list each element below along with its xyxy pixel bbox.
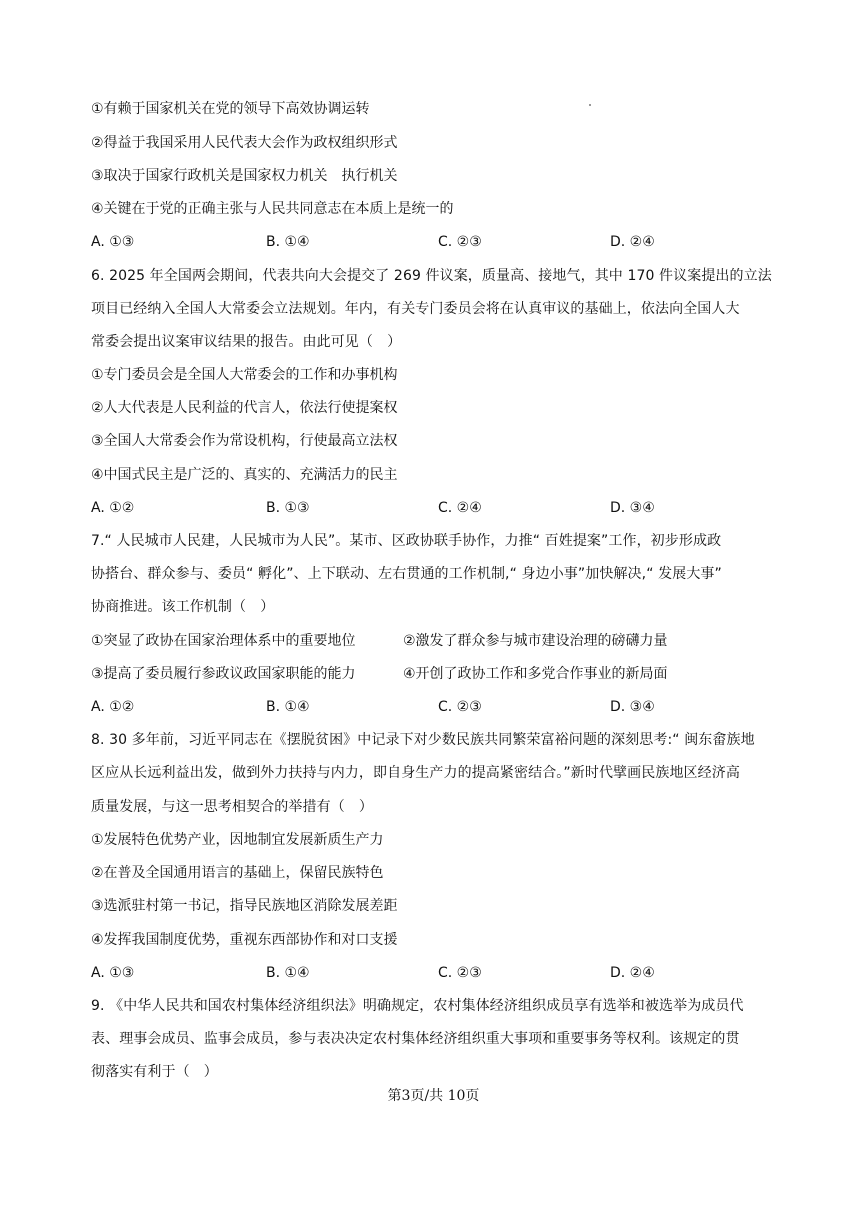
q7-statement-1: ①突显了政协在国家治理体系中的重要地位 (91, 633, 356, 649)
q5-statement-4: ④关键在于党的正确主张与人民共同意志在本质上是统一的 (91, 201, 454, 217)
q5-statement-1: ①有赖于国家机关在党的领导下高效协调运转 (91, 101, 370, 117)
q8-stem-line-3: 质量发展，与这一思考相契合的举措有（ ） (91, 799, 373, 815)
q8-statement-4: ④发挥我国制度优势，重视东西部协作和对口支援 (91, 932, 398, 948)
q6-option-a[interactable]: A. ①② (91, 500, 135, 516)
q7-stem-line-3: 协商推进。该工作机制（ ） (91, 599, 275, 615)
q6-stem-line-1: 6. 2025 年全国两会期间，代表共向大会提交了 269 件议案，质量高、接地气，其中 170 件议案提出的立法 (91, 268, 772, 284)
q7-option-a[interactable]: A. ①② (91, 699, 135, 715)
q6-statement-4: ④中国式民主是广泛的、真实的、充满活力的民主 (91, 467, 398, 483)
q7-option-b[interactable]: B. ①④ (266, 699, 310, 715)
q7-stem-line-2: 协搭台、群众参与、委员“ 孵化”、上下联动、左右贯通的工作机制,“ 身边小事”加快解决,“ 发展大事” (91, 566, 722, 582)
q7-statement-4: ④开创了政协工作和多党合作事业的新局面 (403, 666, 668, 682)
q7-options (91, 697, 771, 717)
q6-statement-1: ①专门委员会是全国人大常委会的工作和办事机构 (91, 367, 398, 383)
q9-stem-line-1: 9. 《中华人民共和国农村集体经济组织法》明确规定，农村集体经济组织成员享有选举和被选举为成员代 (91, 998, 744, 1014)
q7-statements-row-1 (91, 631, 771, 651)
q8-stem-line-1: 8. 30 多年前，习近平同志在《摆脱贫困》中记录下对少数民族共同繁荣富裕问题的深刻思考:“ 闽东畲族地 (91, 732, 755, 748)
q5-option-b[interactable]: B. ①④ (266, 234, 310, 250)
q7-statement-3: ③提高了委员履行参政议政国家职能的能力 (91, 666, 356, 682)
page-footer: 第3页/共 10页 (387, 1088, 480, 1104)
q8-option-b[interactable]: B. ①④ (266, 965, 310, 981)
q5-option-d[interactable]: D. ②④ (610, 234, 655, 250)
q6-stem-line-2: 项目已经纳入全国人大常委会立法规划。年内，有关专门委员会将在认真审议的基础上，依法向全国人大 (91, 301, 740, 317)
q6-statement-2: ②人大代表是人民利益的代言人，依法行使提案权 (91, 400, 398, 416)
q9-stem-line-3: 彻落实有利于（ ） (91, 1064, 218, 1080)
q6-options (91, 498, 771, 518)
q6-stem-line-3: 常委会提出议案审议结果的报告。由此可见（ ） (91, 334, 402, 350)
q8-option-d[interactable]: D. ②④ (610, 965, 655, 981)
q5-options (91, 232, 771, 252)
q5-option-c[interactable]: C. ②③ (438, 234, 482, 250)
q8-statement-3: ③选派驻村第一书记，指导民族地区消除发展差距 (91, 898, 398, 914)
q7-statements-row-2 (91, 664, 771, 684)
q5-option-a[interactable]: A. ①③ (91, 234, 135, 250)
scan-dot (589, 104, 591, 106)
q8-option-a[interactable]: A. ①③ (91, 965, 135, 981)
q8-option-c[interactable]: C. ②③ (438, 965, 482, 981)
q7-option-d[interactable]: D. ③④ (610, 699, 655, 715)
q6-option-c[interactable]: C. ②④ (438, 500, 482, 516)
q6-option-d[interactable]: D. ③④ (610, 500, 655, 516)
q7-option-c[interactable]: C. ②③ (438, 699, 482, 715)
q8-options (91, 963, 771, 983)
q6-option-b[interactable]: B. ①③ (266, 500, 310, 516)
q8-statement-2: ②在普及全国通用语言的基础上，保留民族特色 (91, 865, 384, 881)
q8-stem-line-2: 区应从长远利益出发，做到外力扶持与内力，即自身生产力的提高紧密结合。”新时代擘画民族地区经济高 (91, 765, 740, 781)
q5-statement-2: ②得益于我国采用人民代表大会作为政权组织形式 (91, 135, 398, 151)
q8-statement-1: ①发展特色优势产业，因地制宜发展新质生产力 (91, 832, 384, 848)
q5-statement-3: ③取决于国家行政机关是国家权力机关 执行机关 (91, 168, 398, 184)
q7-stem-line-1: 7.“ 人民城市人民建，人民城市为人民”。某市、区政协联手协作，力推“ 百姓提案”工作，初步形成政 (91, 533, 722, 549)
q7-statement-2: ②激发了群众参与城市建设治理的磅礴力量 (403, 633, 668, 649)
q9-stem-line-2: 表、理事会成员、监事会成员，参与表决决定农村集体经济组织重大事项和重要事务等权利。该规定的贯 (91, 1031, 740, 1047)
q6-statement-3: ③全国人大常委会作为常设机构，行使最高立法权 (91, 433, 398, 449)
